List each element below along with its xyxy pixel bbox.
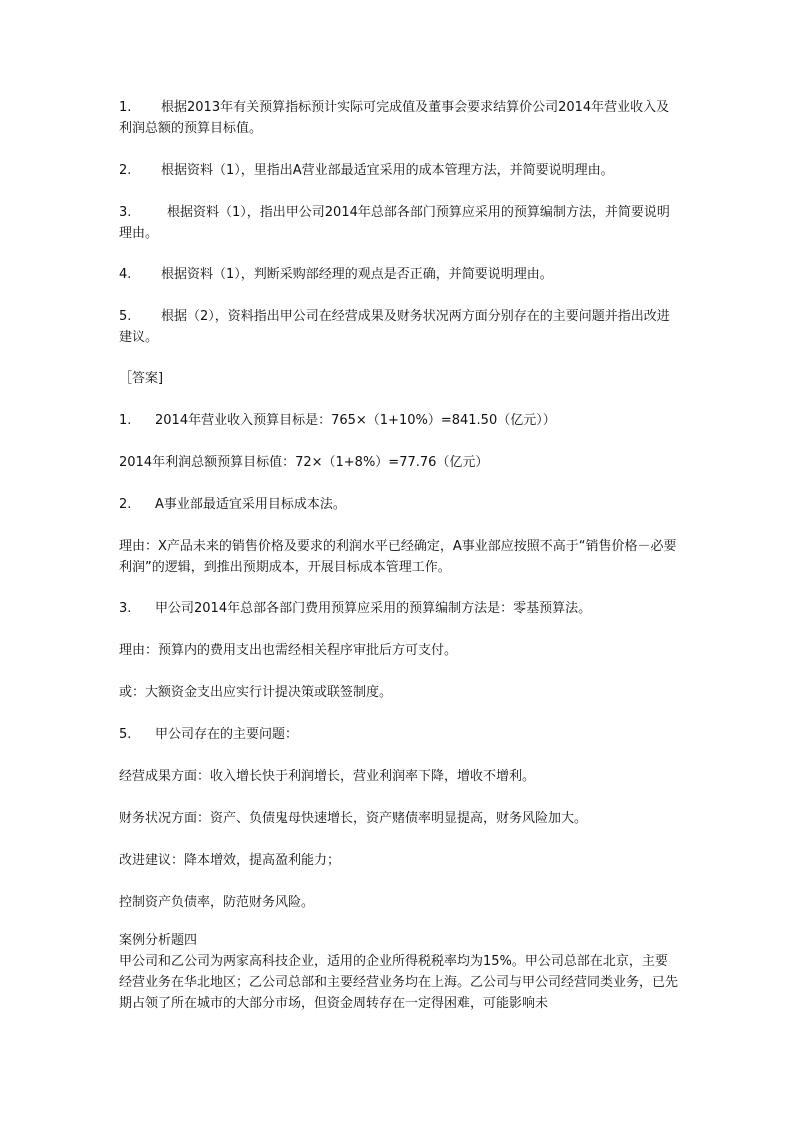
answer-5-financial: 财务状况方面：资产、负债鬼母快速增长，资产赌债率明显提高，财务风险加大。	[119, 811, 588, 826]
question-text: 根据资料（1），里指出A营业部最适宜采用的成本管理方法，并简要说明理由。	[161, 163, 614, 178]
answer-5-operating: 经营成果方面：收入增长快于利润增长，营业利润率下降，增收不增利。	[119, 769, 536, 784]
answer-1-profit: 2014年利润总额预算目标值：72×（1+8%）=77.76（亿元）	[119, 455, 489, 470]
answer-5-advice: 改进建议：降本增效，提高盈利能力；	[119, 853, 341, 868]
answer-3-or: 或：大额资金支出应实行计提决策或联签制度。	[119, 685, 393, 700]
answer-number: 2.	[119, 497, 132, 512]
question-3	[119, 202, 679, 244]
question-text: 根据资料（1），指出甲公司2014年总部各部门预算应采用的预算编制方法，并简要说明理由。	[119, 205, 670, 241]
answer-3	[119, 598, 679, 619]
answer-1	[119, 410, 679, 431]
question-text: 根据（2），资料指出甲公司在经营成果及财务状况两方面分别存在的主要问题并指出改进建议。	[119, 309, 670, 345]
answer-text: 2014年营业收入预算目标是：765×（1+10%）=841.50（亿元））	[155, 413, 556, 428]
answer-3-reason: 理由：预算内的费用支出也需经相关程序审批后方可支付。	[119, 643, 458, 658]
question-text: 根据资料（1），判断采购部经理的观点是否正确，并简要说明理由。	[161, 267, 553, 282]
answer-number: 1.	[119, 413, 132, 428]
answer-2	[119, 494, 679, 515]
answer-text: 甲公司2014年总部各部门费用预算应采用的预算编制方法是：零基预算法。	[155, 601, 592, 616]
question-5	[119, 306, 679, 348]
question-1	[119, 97, 679, 139]
answer-text: A事业部最适宜采用目标成本法。	[155, 497, 346, 512]
question-text: 根据2013年有关预算指标预计实际可完成值及董事会要求结算价公司2014年营业收入及利润总额的预算目标值。	[119, 100, 670, 136]
answer-header: ［答案]	[119, 371, 164, 386]
question-number: 4.	[119, 267, 132, 282]
question-2	[119, 160, 679, 181]
question-number: 5.	[119, 309, 132, 324]
answer-2-reason: 理由：X产品未来的销售价格及要求的利润水平已经确定，A事业部应按照不高于“销售价格－必要利润”的逻辑，到推出预期成本，开展目标成本管理工作。	[119, 539, 677, 575]
question-number: 3.	[119, 205, 132, 220]
question-4	[119, 264, 679, 285]
case-title: 案例分析题四	[119, 933, 198, 948]
answer-5	[119, 724, 679, 745]
question-number: 2.	[119, 163, 132, 178]
answer-number: 3.	[119, 601, 132, 616]
answer-5-control: 控制资产负债率，防范财务风险。	[119, 895, 315, 910]
case-text: 甲公司和乙公司为两家高科技企业，适用的企业所得税税率均为15%。甲公司总部在北京，主要经营业务在华北地区；乙公司总部和主要经营业务均在上海。乙公司与甲公司经营同类业务，已先期占领了所在城市的大部分市场，但资金周转存在一定得困难，可能影响未	[119, 954, 679, 1011]
answer-text: 甲公司存在的主要问题：	[155, 727, 299, 742]
answer-number: 5.	[119, 727, 132, 742]
question-number: 1.	[119, 100, 132, 115]
